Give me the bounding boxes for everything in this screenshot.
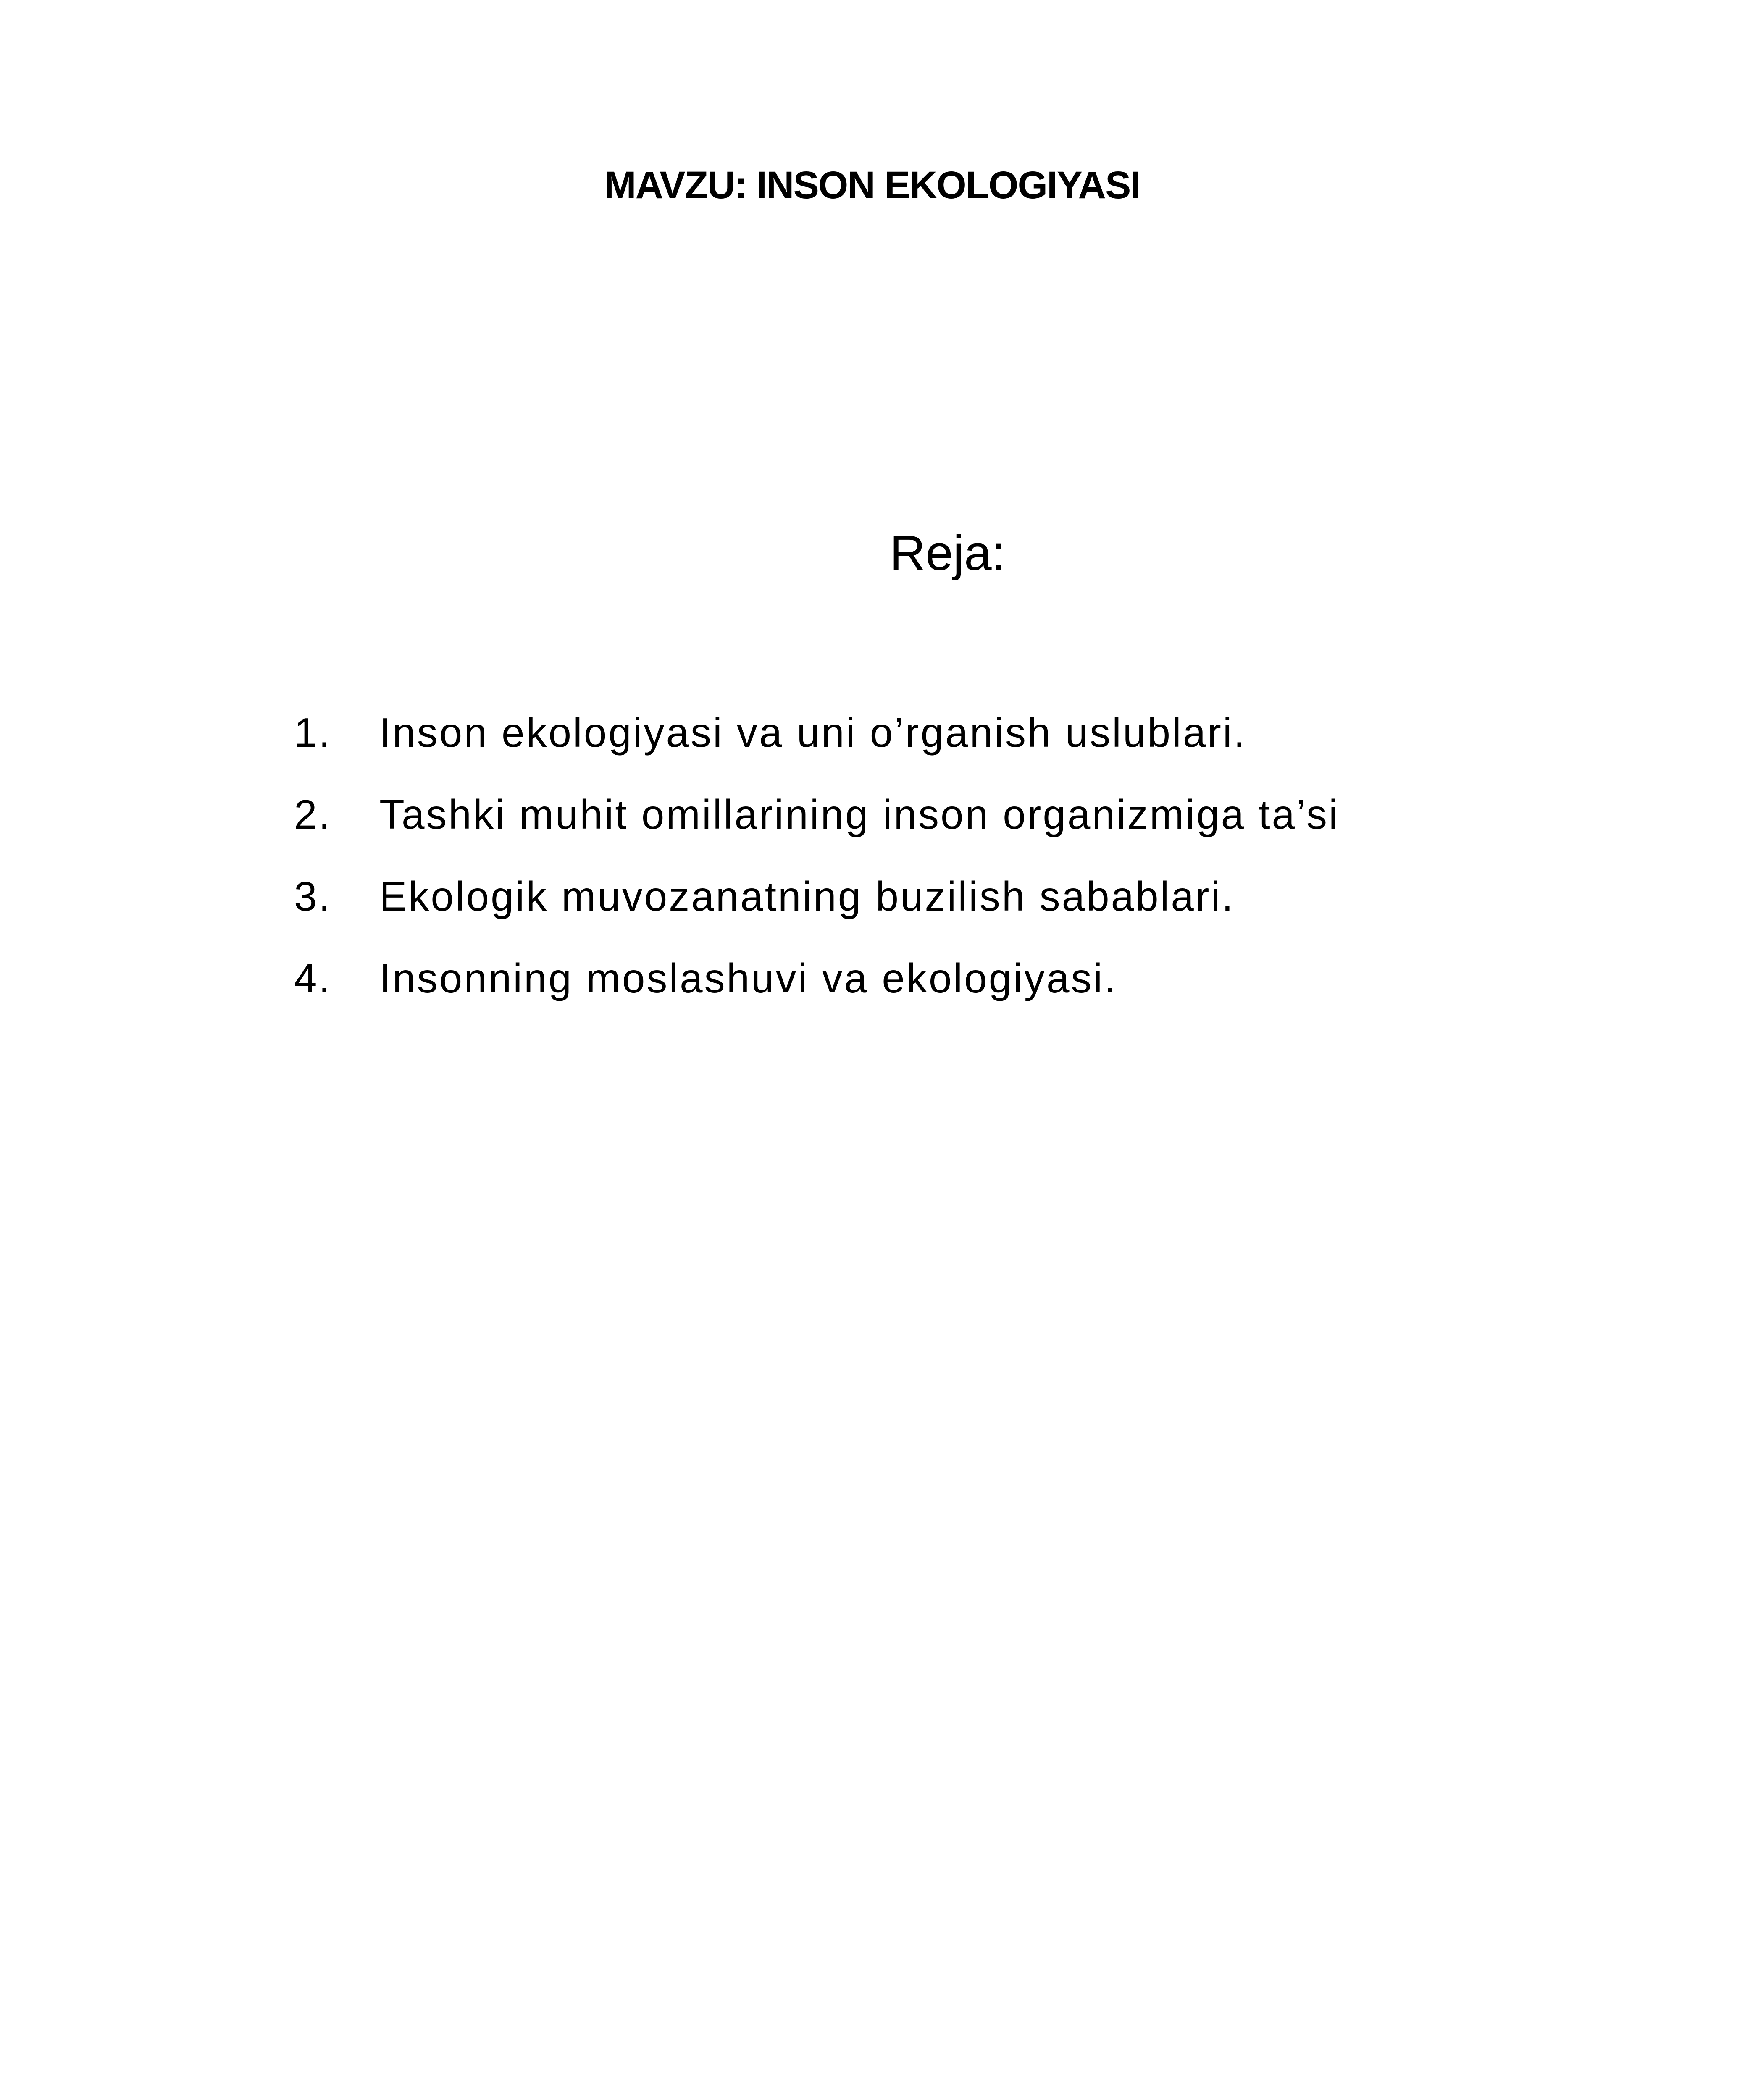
plan-item: [294, 791, 1737, 876]
plan-item-text: Insonning moslashuvi va ekologiyasi.: [379, 955, 1117, 1001]
plan-item-number: 2.: [294, 791, 332, 837]
plan-item-text: Ekologik muvozanatning buzilish sabablari.: [379, 873, 1235, 919]
plan-item-text: Tashki muhit omillarining inson organizmiga ta’si: [379, 791, 1340, 837]
plan-item-number: 1.: [294, 712, 332, 756]
plan-item: [294, 873, 1737, 958]
plan-heading: Reja:: [890, 525, 1006, 581]
document-title: MAVZU: INSON EKOLOGIYASI: [604, 164, 1140, 207]
plan-item-text: Inson ekologiyasi va uni o’rganish uslublari.: [379, 712, 1247, 756]
plan-item-number: 3.: [294, 873, 332, 919]
plan-item: [294, 955, 1737, 1040]
plan-item-number: 4.: [294, 955, 332, 1001]
plan-item: [294, 712, 1737, 794]
plan-list: [294, 712, 1737, 1040]
